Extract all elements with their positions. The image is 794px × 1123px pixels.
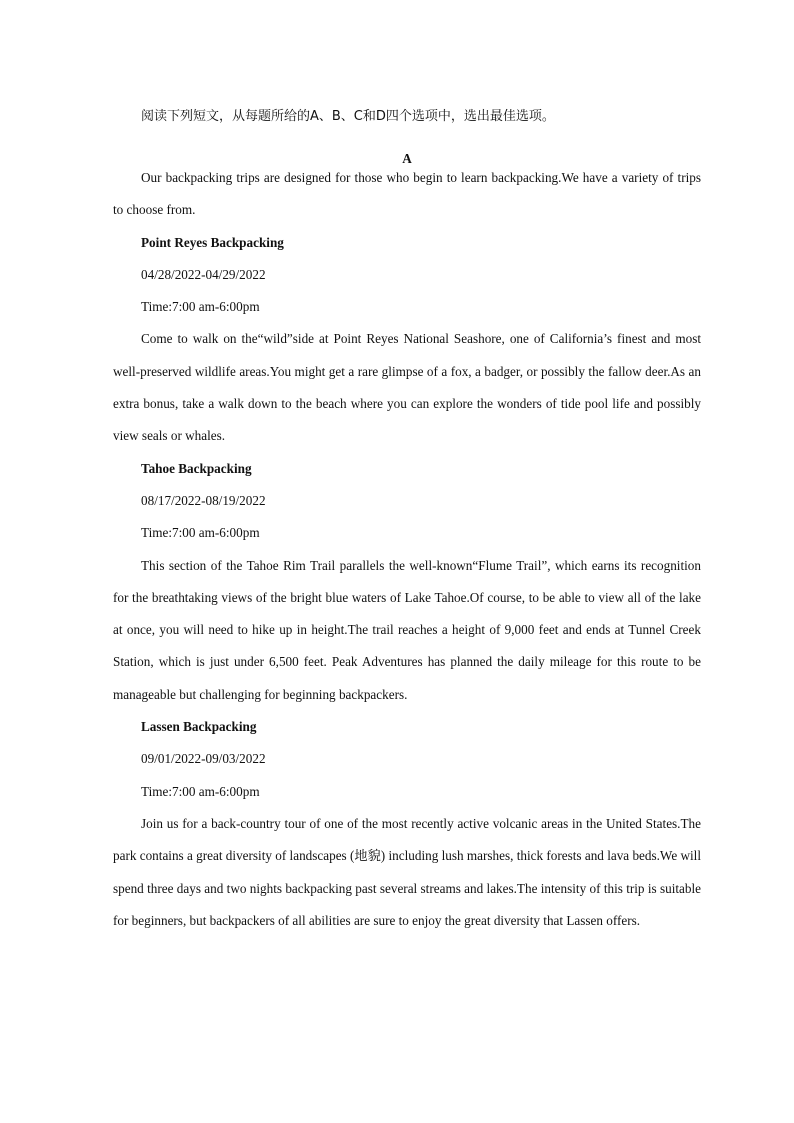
trip-dates: 08/17/2022-08/19/2022 bbox=[141, 492, 266, 508]
trip-time: Time:7:00 am-6:00pm bbox=[141, 525, 260, 541]
trip-title: Tahoe Backpacking bbox=[141, 460, 252, 476]
trip-time: Time:7:00 am-6:00pm bbox=[141, 783, 260, 799]
trip-lassen bbox=[113, 711, 701, 937]
trip-point-reyes bbox=[113, 227, 701, 453]
trip-description: Join us for a back-country tour of one of the most recently active volcanic areas in the United States.The park contains a great diversity of landscapes (地貌) including lush marshes, thick forests and lava beds.We will spend three days and two nights backpacking past several streams and lakes.The intensity of this trip is suitable for beginners, but backpackers of all abilities are sure to enjoy the great diversity that Lassen offers. bbox=[113, 815, 701, 928]
section-title: A bbox=[402, 151, 412, 167]
instruction-text: 阅读下列短文，从每题所给的A、B、C和D四个选项中，选出最佳选项。 bbox=[141, 109, 555, 124]
trip-dates: 04/28/2022-04/29/2022 bbox=[141, 266, 266, 282]
trip-time: Time:7:00 am-6:00pm bbox=[141, 299, 260, 315]
intro-paragraph: Our backpacking trips are designed for those who begin to learn backpacking.We have a variety of trips to choose from. bbox=[113, 170, 701, 218]
trip-title: Point Reyes Backpacking bbox=[141, 234, 284, 250]
trip-description: Come to walk on the“wild”side at Point Reyes National Seashore, one of California’s finest and most well-preserved wildlife areas.You might get a rare glimpse of a fox, a badger, or possibly the fallow deer.As an extra bonus, take a walk down to the beach where you can explore the wonders of tide pool life and possibly view seals or whales. bbox=[113, 331, 701, 444]
trip-description: This section of the Tahoe Rim Trail parallels the well-known“Flume Trail”, which earns its recognition for the breathtaking views of the bright blue waters of Lake Tahoe.Of course, to be able to view all of the lake at once, you will need to hike up in height.The trail reaches a height of 9,000 feet and ends at Tunnel Creek Station, which is just under 6,500 feet. Peak Adventures has planned the daily mileage for this route to be manageable but challenging for beginning backpackers. bbox=[113, 557, 701, 702]
trip-title: Lassen Backpacking bbox=[141, 719, 257, 735]
trip-tahoe bbox=[113, 453, 701, 711]
trip-dates: 09/01/2022-09/03/2022 bbox=[141, 751, 266, 767]
passage-body bbox=[113, 162, 701, 937]
